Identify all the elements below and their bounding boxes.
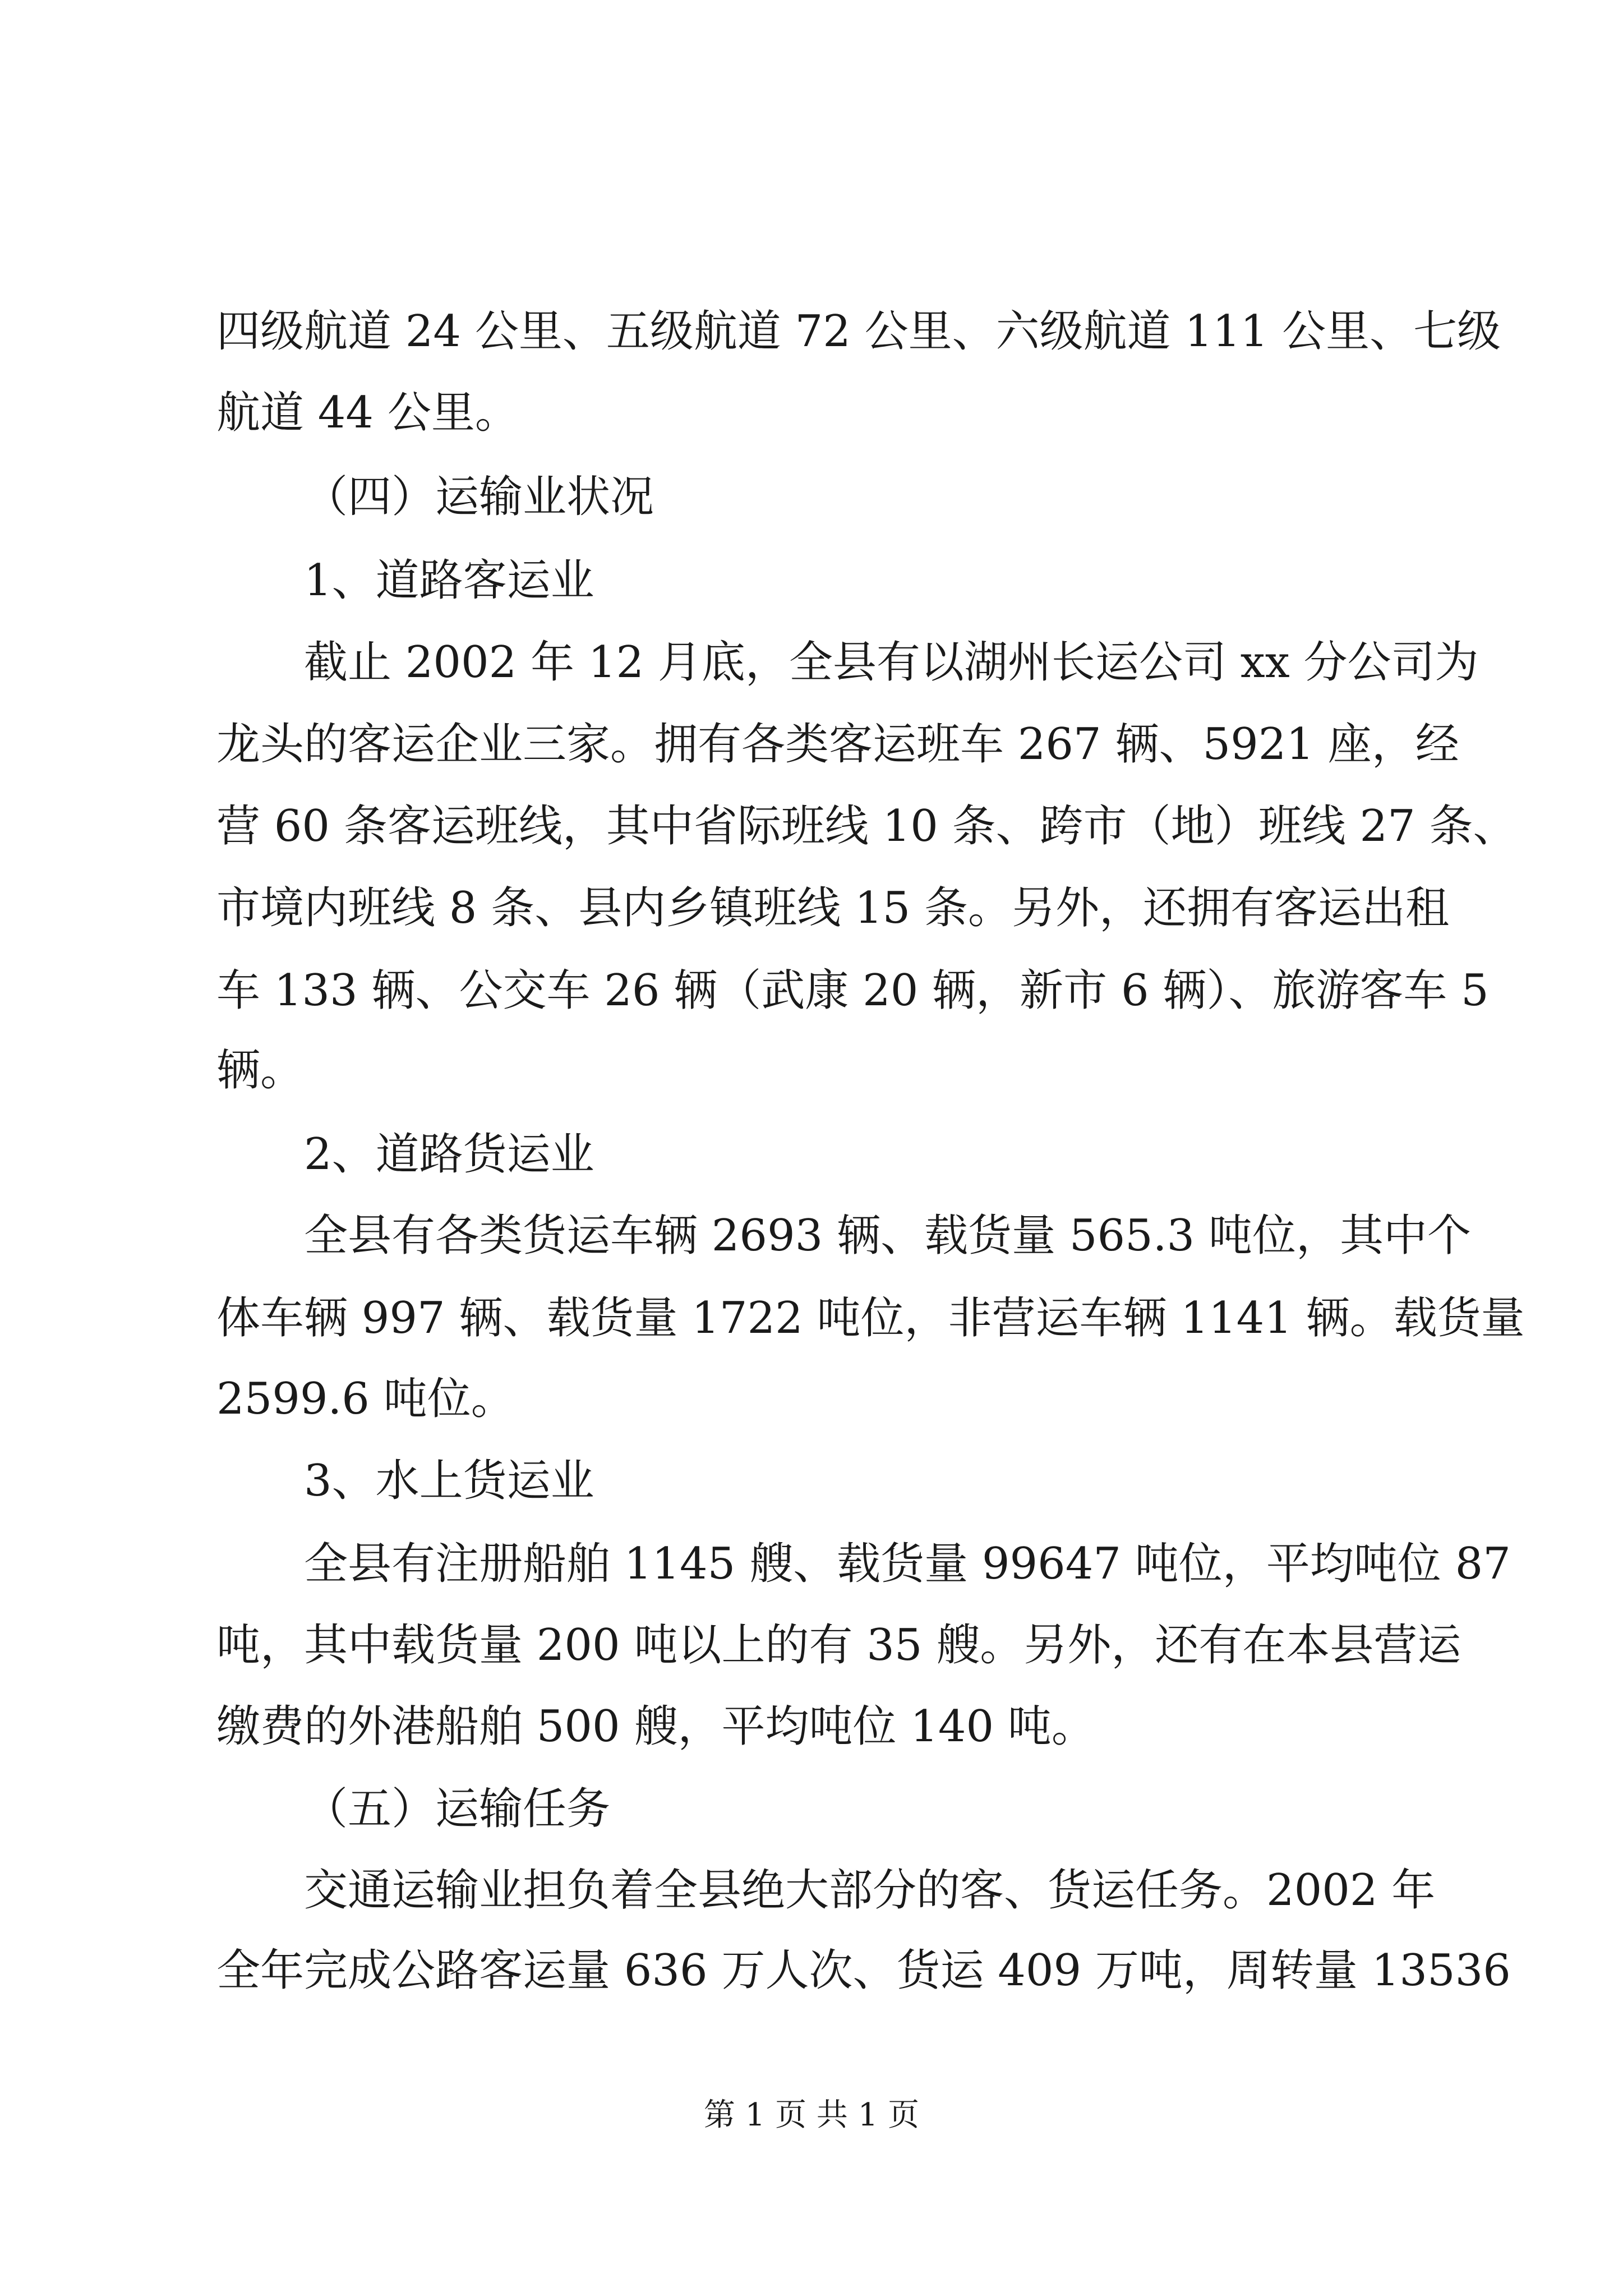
paragraph-line: 辆。 <box>216 1045 305 1096</box>
paragraph-line: 车 133 辆、公交车 26 辆（武康 20 辆，新市 6 辆）、旅游客车 5 <box>216 965 1489 1016</box>
subsection-heading: 3、水上货运业 <box>304 1456 594 1506</box>
subsection-heading: 1、道路客运业 <box>304 555 594 606</box>
paragraph-line: 全县有各类货运车辆 2693 辆、载货量 565.3 吨位，其中个 <box>304 1211 1471 1261</box>
paragraph-line: 吨，其中载货量 200 吨以上的有 35 艘。另外，还有在本县营运 <box>216 1620 1461 1671</box>
paragraph-line: 航道 44 公里。 <box>216 388 519 438</box>
paragraph-line: 全年完成公路客运量 636 万人次、货运 409 万吨，周转量 13536 <box>216 1945 1511 1996</box>
paragraph-line: 四级航道 24 公里、五级航道 72 公里、六级航道 111 公里、七级 <box>216 306 1501 357</box>
page-number-footer: 第 1 页 共 1 页 <box>703 2097 920 2133</box>
paragraph-line: 截止 2002 年 12 月底，全县有以湖州长运公司 xx 分公司为 <box>304 637 1479 688</box>
paragraph-line: 交通运输业担负着全县绝大部分的客、货运任务。2002 年 <box>304 1865 1436 1916</box>
paragraph-line: 2599.6 吨位。 <box>216 1374 515 1424</box>
paragraph-line: 体车辆 997 辆、载货量 1722 吨位，非营运车辆 1141 辆。载货量 <box>216 1293 1525 1343</box>
paragraph-line: 龙头的客运企业三家。拥有各类客运班车 267 辆、5921 座，经 <box>216 719 1459 770</box>
section-heading: （四）运输业状况 <box>304 472 654 522</box>
paragraph-line: 缴费的外港船舶 500 艘，平均吨位 140 吨。 <box>216 1701 1095 1752</box>
paragraph-line: 市境内班线 8 条、县内乡镇班线 15 条。另外，还拥有客运出租 <box>216 883 1450 933</box>
section-heading: （五）运输任务 <box>304 1784 611 1834</box>
paragraph-line: 营 60 条客运班线，其中省际班线 10 条、跨市（地）班线 27 条、 <box>216 801 1517 852</box>
subsection-heading: 2、道路货运业 <box>304 1129 594 1180</box>
paragraph-line: 全县有注册船舶 1145 艘、载货量 99647 吨位，平均吨位 87 <box>304 1539 1511 1589</box>
